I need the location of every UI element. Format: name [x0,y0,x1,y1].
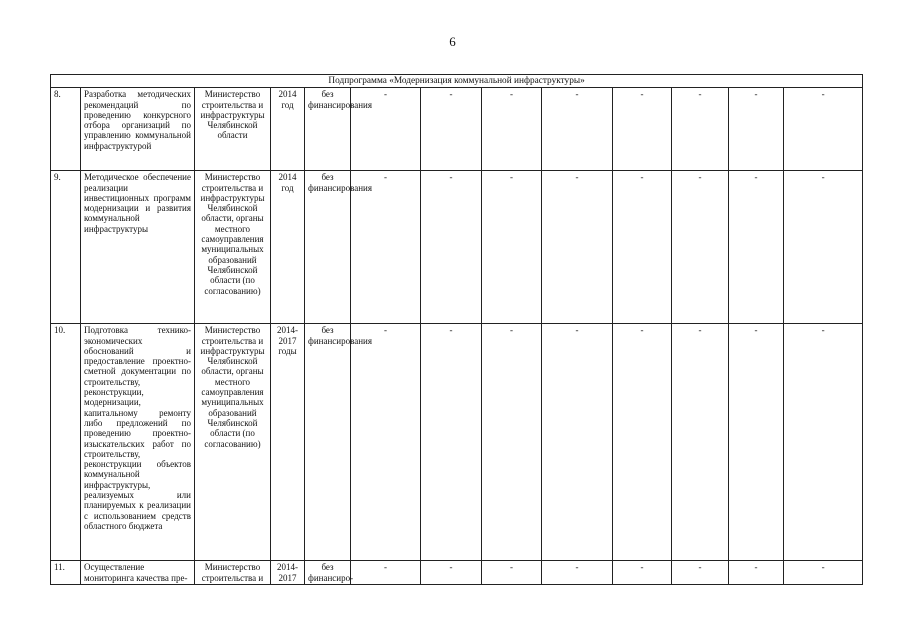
table-row [51,171,863,324]
row-number: 10. [51,324,81,561]
row-number: 8. [51,88,81,171]
row-number: 9. [51,171,81,324]
value-cell: - [729,324,784,561]
value-cell: - [351,88,421,171]
responsible-executor: Министерство строительства и инфраструктуры Челябинской области [195,88,271,171]
value-cell: - [672,88,729,171]
value-cell: - [351,171,421,324]
value-cell: - [542,171,613,324]
financing-source: без финансирования [305,171,351,324]
financing-source: без финансирования [305,324,351,561]
activity-name: Разработка методических рекомендаций по проведению конкурсного отбора организаций по управлению коммунальной инфраструктурой [81,88,195,171]
value-cell: - [672,561,729,585]
responsible-executor: Министерство строительства и инфраструктуры Челябинской области, органы местного самоуправления муниципальных образований Челябинской области (по согласованию) [195,171,271,324]
value-cell: - [613,324,672,561]
table-row [51,561,863,585]
responsible-executor: Министерство строительства и инфраструктуры Челябинской области, органы местного самоуправления муниципальных образований Челябинской области (по согласованию) [195,324,271,561]
value-cell: - [482,324,542,561]
value-cell: - [613,88,672,171]
program-table [50,74,863,585]
value-cell: - [542,88,613,171]
value-cell: - [672,324,729,561]
value-cell: - [729,88,784,171]
activity-name: Осуществление мониторинга качества пре- [81,561,195,585]
value-cell: - [729,171,784,324]
financing-source: без финансиро- [305,561,351,585]
financing-source: без финансирования [305,88,351,171]
value-cell: - [784,88,863,171]
value-cell: - [421,561,482,585]
responsible-executor: Министерство строительства и [195,561,271,585]
value-cell: - [542,324,613,561]
value-cell: - [421,171,482,324]
row-number: 11. [51,561,81,585]
activity-name: Подготовка технико-экономических обоснований и предоставление проектно-сметной документации по строительству, реконструкции, модернизации, капитальному ремонту либо предложений по проведению проектно-изыскательских работ по строительству, реконструкции объектов коммунальной инфраструктуры, реализуемых или планируемых к реализации с использованием средств областного бюджета [81,324,195,561]
page-number: 6 [449,34,456,49]
value-cell: - [421,88,482,171]
value-cell: - [421,324,482,561]
table-row [51,88,863,171]
value-cell: - [613,561,672,585]
value-cell: - [784,171,863,324]
subprogram-header-row [51,75,863,88]
activity-name: Методическое обеспечение реализации инвестиционных программ модернизации и развития коммунальной инфраструктуры [81,171,195,324]
value-cell: - [351,561,421,585]
implementation-period: 2014-2017 [271,561,305,585]
value-cell: - [482,88,542,171]
value-cell: - [672,171,729,324]
value-cell: - [729,561,784,585]
value-cell: - [542,561,613,585]
value-cell: - [613,171,672,324]
value-cell: - [351,324,421,561]
value-cell: - [784,561,863,585]
value-cell: - [482,171,542,324]
subprogram-title: Подпрограмма «Модернизация коммунальной инфраструктуры» [51,75,863,88]
table-row [51,324,863,561]
implementation-period: 2014-2017 годы [271,324,305,561]
implementation-period: 2014 год [271,171,305,324]
value-cell: - [784,324,863,561]
implementation-period: 2014 год [271,88,305,171]
value-cell: - [482,561,542,585]
